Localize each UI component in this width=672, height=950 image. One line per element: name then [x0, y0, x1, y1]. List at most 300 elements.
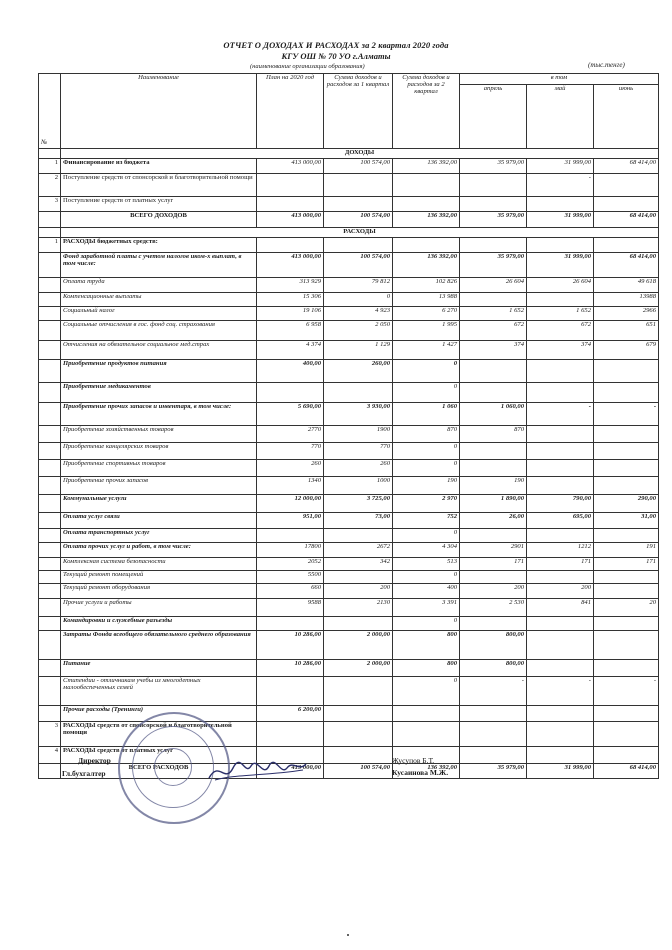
row-number: [39, 252, 61, 277]
row-name: РАСХОДЫ средств от спонсорской и благотворительной помощи: [61, 721, 257, 746]
april-cell: 672: [460, 320, 527, 340]
april-cell: 200: [460, 583, 527, 598]
may-cell: -: [527, 402, 594, 425]
may-cell: [527, 570, 594, 583]
q2-amount-cell: 190: [393, 476, 460, 494]
table-row: [39, 237, 659, 252]
plan-2020-cell: 10 286,00: [257, 659, 324, 676]
may-cell: [527, 359, 594, 382]
section-income: ДОХОДЫ: [61, 149, 659, 159]
row-number: [39, 494, 61, 512]
q2-amount-cell: 4 304: [393, 542, 460, 557]
may-cell: 31 999,00: [527, 763, 594, 778]
table-row: [39, 320, 659, 340]
q1-amount-cell: [324, 173, 393, 196]
table-row: [39, 173, 659, 196]
header-name: Наименование: [61, 74, 257, 149]
q2-amount-cell: [393, 173, 460, 196]
q1-amount-cell: 100 574,00: [324, 211, 393, 227]
april-cell: [460, 721, 527, 746]
q1-amount-cell: 200: [324, 583, 393, 598]
table-row: [39, 570, 659, 583]
may-cell: 672: [527, 320, 594, 340]
row-number: [39, 557, 61, 570]
table-row: [39, 630, 659, 659]
june-cell: 68 414,00: [594, 763, 659, 778]
table-row: [39, 252, 659, 277]
section-expense: РАСХОДЫ: [61, 227, 659, 237]
april-cell: [460, 570, 527, 583]
plan-2020-cell: 413 000,00: [257, 211, 324, 227]
q2-amount-cell: 13 988: [393, 292, 460, 306]
row-number: [39, 705, 61, 721]
report-title: ОТЧЕТ О ДОХОДАХ И РАСХОДАХ за 2 квартал 2020 года: [223, 40, 449, 50]
q2-amount-cell: [393, 196, 460, 211]
may-cell: 26 604: [527, 277, 594, 292]
may-cell: [527, 237, 594, 252]
april-cell: 26 604: [460, 277, 527, 292]
june-cell: [594, 583, 659, 598]
row-number: [39, 512, 61, 528]
plan-2020-cell: 6 200,00: [257, 705, 324, 721]
row-number: [39, 659, 61, 676]
june-cell: 31,00: [594, 512, 659, 528]
april-cell: 190: [460, 476, 527, 494]
table-row: [39, 705, 659, 721]
row-number: [39, 583, 61, 598]
header-june: июнь: [594, 85, 659, 149]
table-row: [39, 676, 659, 705]
june-cell: [594, 359, 659, 382]
row-number: 3: [39, 196, 61, 211]
april-cell: 35 979,00: [460, 158, 527, 173]
june-cell: [594, 442, 659, 459]
april-cell: [460, 237, 527, 252]
q1-amount-cell: 2 000,00: [324, 630, 393, 659]
row-name: РАСХОДЫ бюджетных средств:: [61, 237, 257, 252]
june-cell: [594, 237, 659, 252]
row-number: [39, 476, 61, 494]
april-cell: [460, 382, 527, 402]
april-cell: [460, 705, 527, 721]
row-name: Приобретение прочих запасов: [61, 476, 257, 494]
april-cell: [460, 292, 527, 306]
table-row: [39, 442, 659, 459]
plan-2020-cell: 2770: [257, 425, 324, 442]
row-name: Командировки и служебные разъезды: [61, 616, 257, 630]
header-q2: Сумма доходов и расходов за 2 квартал: [393, 74, 460, 149]
q2-amount-cell: 136 392,00: [393, 252, 460, 277]
april-cell: 2901: [460, 542, 527, 557]
header-may: май: [527, 85, 594, 149]
q2-amount-cell: 0: [393, 442, 460, 459]
q2-amount-cell: 136 392,00: [393, 763, 460, 778]
section-expense-row: [39, 227, 659, 237]
row-number: 4: [39, 746, 61, 763]
may-cell: 695,00: [527, 512, 594, 528]
table-row: [39, 359, 659, 382]
row-number: [39, 459, 61, 476]
row-number: [39, 340, 61, 359]
q1-amount-cell: 100 574,00: [324, 763, 393, 778]
may-cell: [527, 382, 594, 402]
q2-amount-cell: [393, 237, 460, 252]
may-cell: [527, 616, 594, 630]
row-name: Прочие расходы (Тренинги): [61, 705, 257, 721]
plan-2020-cell: 413 000,00: [257, 763, 324, 778]
june-cell: 68 414,00: [594, 252, 659, 277]
may-cell: -: [527, 676, 594, 705]
q1-amount-cell: 260,00: [324, 359, 393, 382]
q2-amount-cell: 136 392,00: [393, 211, 460, 227]
june-cell: 49 618: [594, 277, 659, 292]
june-cell: [594, 659, 659, 676]
organization-name: КГУ ОШ № 70 УО г.Алматы: [281, 51, 391, 61]
may-cell: [527, 659, 594, 676]
april-cell: 35 979,00: [460, 252, 527, 277]
income-rows: [39, 158, 659, 227]
q1-amount-cell: [324, 705, 393, 721]
units-label: (тыс.тенге): [588, 61, 625, 69]
april-cell: 1 060,00: [460, 402, 527, 425]
april-cell: [460, 359, 527, 382]
row-number: [39, 570, 61, 583]
june-cell: [594, 570, 659, 583]
q1-amount-cell: 2 050: [324, 320, 393, 340]
q2-amount-cell: 2 970: [393, 494, 460, 512]
row-name: Приобретение хозяйственных товаров: [61, 425, 257, 442]
april-cell: 800,00: [460, 630, 527, 659]
plan-2020-cell: 660: [257, 583, 324, 598]
table-row: [39, 459, 659, 476]
q2-amount-cell: 0: [393, 528, 460, 542]
table-row: [39, 598, 659, 616]
june-cell: 68 414,00: [594, 158, 659, 173]
plan-2020-cell: [257, 616, 324, 630]
q1-amount-cell: [324, 676, 393, 705]
may-cell: 31 999,00: [527, 252, 594, 277]
q2-amount-cell: [393, 721, 460, 746]
table-row: [39, 306, 659, 320]
q1-amount-cell: 2672: [324, 542, 393, 557]
april-cell: 1 890,00: [460, 494, 527, 512]
row-name: Поступление средств от платных услуг: [61, 196, 257, 211]
table-row: [39, 557, 659, 570]
table-row: [39, 277, 659, 292]
may-cell: [527, 442, 594, 459]
plan-2020-cell: 260: [257, 459, 324, 476]
q1-amount-cell: 1000: [324, 476, 393, 494]
may-cell: [527, 459, 594, 476]
may-cell: 374: [527, 340, 594, 359]
row-name: Приобретение спортивных товаров: [61, 459, 257, 476]
row-name: РАСХОДЫ средств от платных услуг: [61, 746, 257, 763]
table-header-row: [39, 74, 659, 85]
row-name: Стипендии - отличникам учебы из многодетных малообеспеченных семей: [61, 676, 257, 705]
june-cell: [594, 173, 659, 196]
row-name: ВСЕГО РАСХОДОВ: [61, 763, 257, 778]
plan-2020-cell: 951,00: [257, 512, 324, 528]
june-cell: [594, 528, 659, 542]
row-number: [39, 402, 61, 425]
q1-amount-cell: 770: [324, 442, 393, 459]
row-name: Прочие услуги и работы: [61, 598, 257, 616]
header-plan: План на 2020 год: [257, 74, 324, 149]
row-number: [39, 425, 61, 442]
plan-2020-cell: 4 374: [257, 340, 324, 359]
row-name: Питание: [61, 659, 257, 676]
table-row: [39, 196, 659, 211]
june-cell: 68 414,00: [594, 211, 659, 227]
table-row: [39, 583, 659, 598]
table-row: [39, 292, 659, 306]
q2-amount-cell: 0: [393, 616, 460, 630]
q2-amount-cell: 0: [393, 359, 460, 382]
row-number: [39, 442, 61, 459]
expense-rows: [39, 237, 659, 778]
may-cell: [527, 721, 594, 746]
table-row: [39, 158, 659, 173]
plan-2020-cell: [257, 528, 324, 542]
row-name: Фонд заработной платы с учетом налогов иком-х выплат, в том числе:: [61, 252, 257, 277]
plan-2020-cell: 413 000,00: [257, 252, 324, 277]
q2-amount-cell: 0: [393, 570, 460, 583]
q1-amount-cell: 2130: [324, 598, 393, 616]
may-cell: [527, 196, 594, 211]
plan-2020-cell: 5 690,00: [257, 402, 324, 425]
april-cell: [460, 196, 527, 211]
q2-amount-cell: 102 826: [393, 277, 460, 292]
june-cell: [594, 196, 659, 211]
june-cell: [594, 425, 659, 442]
june-cell: 651: [594, 320, 659, 340]
row-number: [39, 359, 61, 382]
q1-amount-cell: 4 923: [324, 306, 393, 320]
accountant-label: Гл.бухгалтер: [62, 769, 106, 778]
june-cell: [594, 630, 659, 659]
q2-amount-cell: [393, 705, 460, 721]
row-name: Компенсационные выплаты: [61, 292, 257, 306]
q1-amount-cell: [324, 237, 393, 252]
director-label: Директор: [78, 756, 111, 765]
q1-amount-cell: 100 574,00: [324, 252, 393, 277]
row-number: [39, 616, 61, 630]
table-row: [39, 211, 659, 227]
june-cell: 20: [594, 598, 659, 616]
may-cell: 31 999,00: [527, 211, 594, 227]
april-cell: [460, 173, 527, 196]
q1-amount-cell: 73,00: [324, 512, 393, 528]
may-cell: 31 999,00: [527, 158, 594, 173]
may-cell: 1212: [527, 542, 594, 557]
april-cell: 800,00: [460, 659, 527, 676]
row-name: Оплата прочих услуг и работ, в том числе:: [61, 542, 257, 557]
row-name: Оплата услуг связи: [61, 512, 257, 528]
row-name: Приобретение канцелярских товаров: [61, 442, 257, 459]
table-row: [39, 340, 659, 359]
q1-amount-cell: 79 812: [324, 277, 393, 292]
row-number: [39, 528, 61, 542]
april-cell: [460, 616, 527, 630]
q1-amount-cell: 100 574,00: [324, 158, 393, 173]
row-number: [39, 382, 61, 402]
may-cell: -: [527, 173, 594, 196]
may-cell: [527, 705, 594, 721]
q2-amount-cell: 1 060: [393, 402, 460, 425]
may-cell: 200: [527, 583, 594, 598]
row-name: Коммунальные услуги: [61, 494, 257, 512]
row-name: Приобретение продуктов питания: [61, 359, 257, 382]
june-cell: 13988: [594, 292, 659, 306]
header-no: №: [39, 74, 61, 149]
row-name: Финансирование из бюджета: [61, 158, 257, 173]
q2-amount-cell: 0: [393, 676, 460, 705]
april-cell: 171: [460, 557, 527, 570]
april-cell: [460, 459, 527, 476]
row-name: Текущий ремонт помещений: [61, 570, 257, 583]
row-number: 3: [39, 721, 61, 746]
june-cell: [594, 721, 659, 746]
plan-2020-cell: [257, 196, 324, 211]
q2-amount-cell: 400: [393, 583, 460, 598]
row-number: [39, 598, 61, 616]
q1-amount-cell: 3 725,00: [324, 494, 393, 512]
report-table: [38, 73, 659, 779]
april-cell: [460, 528, 527, 542]
june-cell: -: [594, 676, 659, 705]
plan-2020-cell: 1340: [257, 476, 324, 494]
row-number: 1: [39, 158, 61, 173]
may-cell: [527, 630, 594, 659]
april-cell: 870: [460, 425, 527, 442]
plan-2020-cell: 770: [257, 442, 324, 459]
page-dot: [347, 934, 349, 936]
table-row: [39, 512, 659, 528]
organization-caption: (наименование организации образования): [250, 63, 365, 70]
april-cell: -: [460, 676, 527, 705]
table-row: [39, 425, 659, 442]
q2-amount-cell: 870: [393, 425, 460, 442]
row-number: [39, 306, 61, 320]
plan-2020-cell: [257, 173, 324, 196]
june-cell: 290,00: [594, 494, 659, 512]
q2-amount-cell: 1 427: [393, 340, 460, 359]
row-number: [39, 542, 61, 557]
plan-2020-cell: [257, 721, 324, 746]
q1-amount-cell: 1 129: [324, 340, 393, 359]
may-cell: 171: [527, 557, 594, 570]
row-name: Затраты Фонда всеобщего обязательного среднего образования: [61, 630, 257, 659]
april-cell: [460, 746, 527, 763]
table-row: [39, 616, 659, 630]
april-cell: [460, 442, 527, 459]
june-cell: [594, 616, 659, 630]
may-cell: [527, 425, 594, 442]
may-cell: [527, 476, 594, 494]
plan-2020-cell: 413 000,00: [257, 158, 324, 173]
q1-amount-cell: [324, 382, 393, 402]
header-april: апрель: [460, 85, 527, 149]
april-cell: 35 979,00: [460, 763, 527, 778]
june-cell: 191: [594, 542, 659, 557]
row-name: Текущий ремонт оборудования: [61, 583, 257, 598]
table-row: [39, 402, 659, 425]
plan-2020-cell: 9588: [257, 598, 324, 616]
table-row: [39, 382, 659, 402]
row-number: 2: [39, 173, 61, 196]
q2-amount-cell: 0: [393, 459, 460, 476]
signature: [205, 756, 310, 786]
table-row: [39, 476, 659, 494]
q1-amount-cell: 2 000,00: [324, 659, 393, 676]
june-cell: [594, 476, 659, 494]
table-row: [39, 528, 659, 542]
row-number: [39, 292, 61, 306]
row-number: [39, 320, 61, 340]
accountant-name: Кусаинова М.Ж.: [392, 768, 449, 777]
plan-2020-cell: 2052: [257, 557, 324, 570]
row-name: Оплата транспортных услуг: [61, 528, 257, 542]
q2-amount-cell: 800: [393, 630, 460, 659]
plan-2020-cell: 15 306: [257, 292, 324, 306]
may-cell: 1 652: [527, 306, 594, 320]
june-cell: [594, 382, 659, 402]
plan-2020-cell: [257, 382, 324, 402]
row-number: 1: [39, 237, 61, 252]
row-name: Приобретение прочих запасов и инвентаря, в том числе:: [61, 402, 257, 425]
q2-amount-cell: 0: [393, 382, 460, 402]
may-cell: [527, 746, 594, 763]
april-cell: 26,00: [460, 512, 527, 528]
q2-amount-cell: 1 995: [393, 320, 460, 340]
q1-amount-cell: [324, 721, 393, 746]
plan-2020-cell: 313 929: [257, 277, 324, 292]
q1-amount-cell: [324, 616, 393, 630]
q2-amount-cell: 6 270: [393, 306, 460, 320]
header-q1: Сумма доходов и расходов за 1 квартал: [324, 74, 393, 149]
june-cell: [594, 459, 659, 476]
q2-amount-cell: 513: [393, 557, 460, 570]
may-cell: [527, 292, 594, 306]
april-cell: 35 979,00: [460, 211, 527, 227]
june-cell: 171: [594, 557, 659, 570]
row-name: Отчисления на обязательное социальное мед.страх: [61, 340, 257, 359]
row-number: [39, 277, 61, 292]
plan-2020-cell: [257, 676, 324, 705]
q1-amount-cell: 1900: [324, 425, 393, 442]
row-name: Комплексная система безопасности: [61, 557, 257, 570]
q2-amount-cell: 136 392,00: [393, 158, 460, 173]
may-cell: [527, 528, 594, 542]
plan-2020-cell: 10 286,00: [257, 630, 324, 659]
row-number: [39, 211, 61, 227]
table-row: [39, 494, 659, 512]
q1-amount-cell: 260: [324, 459, 393, 476]
q1-amount-cell: [324, 196, 393, 211]
june-cell: -: [594, 402, 659, 425]
row-name: Социальный налог: [61, 306, 257, 320]
row-number: [39, 763, 61, 778]
q2-amount-cell: 800: [393, 659, 460, 676]
q1-amount-cell: 3 930,00: [324, 402, 393, 425]
q1-amount-cell: 0: [324, 292, 393, 306]
section-income-row: [39, 149, 659, 159]
q2-amount-cell: 752: [393, 512, 460, 528]
may-cell: 790,00: [527, 494, 594, 512]
row-name: ВСЕГО ДОХОДОВ: [61, 211, 257, 227]
q1-amount-cell: 342: [324, 557, 393, 570]
may-cell: 841: [527, 598, 594, 616]
